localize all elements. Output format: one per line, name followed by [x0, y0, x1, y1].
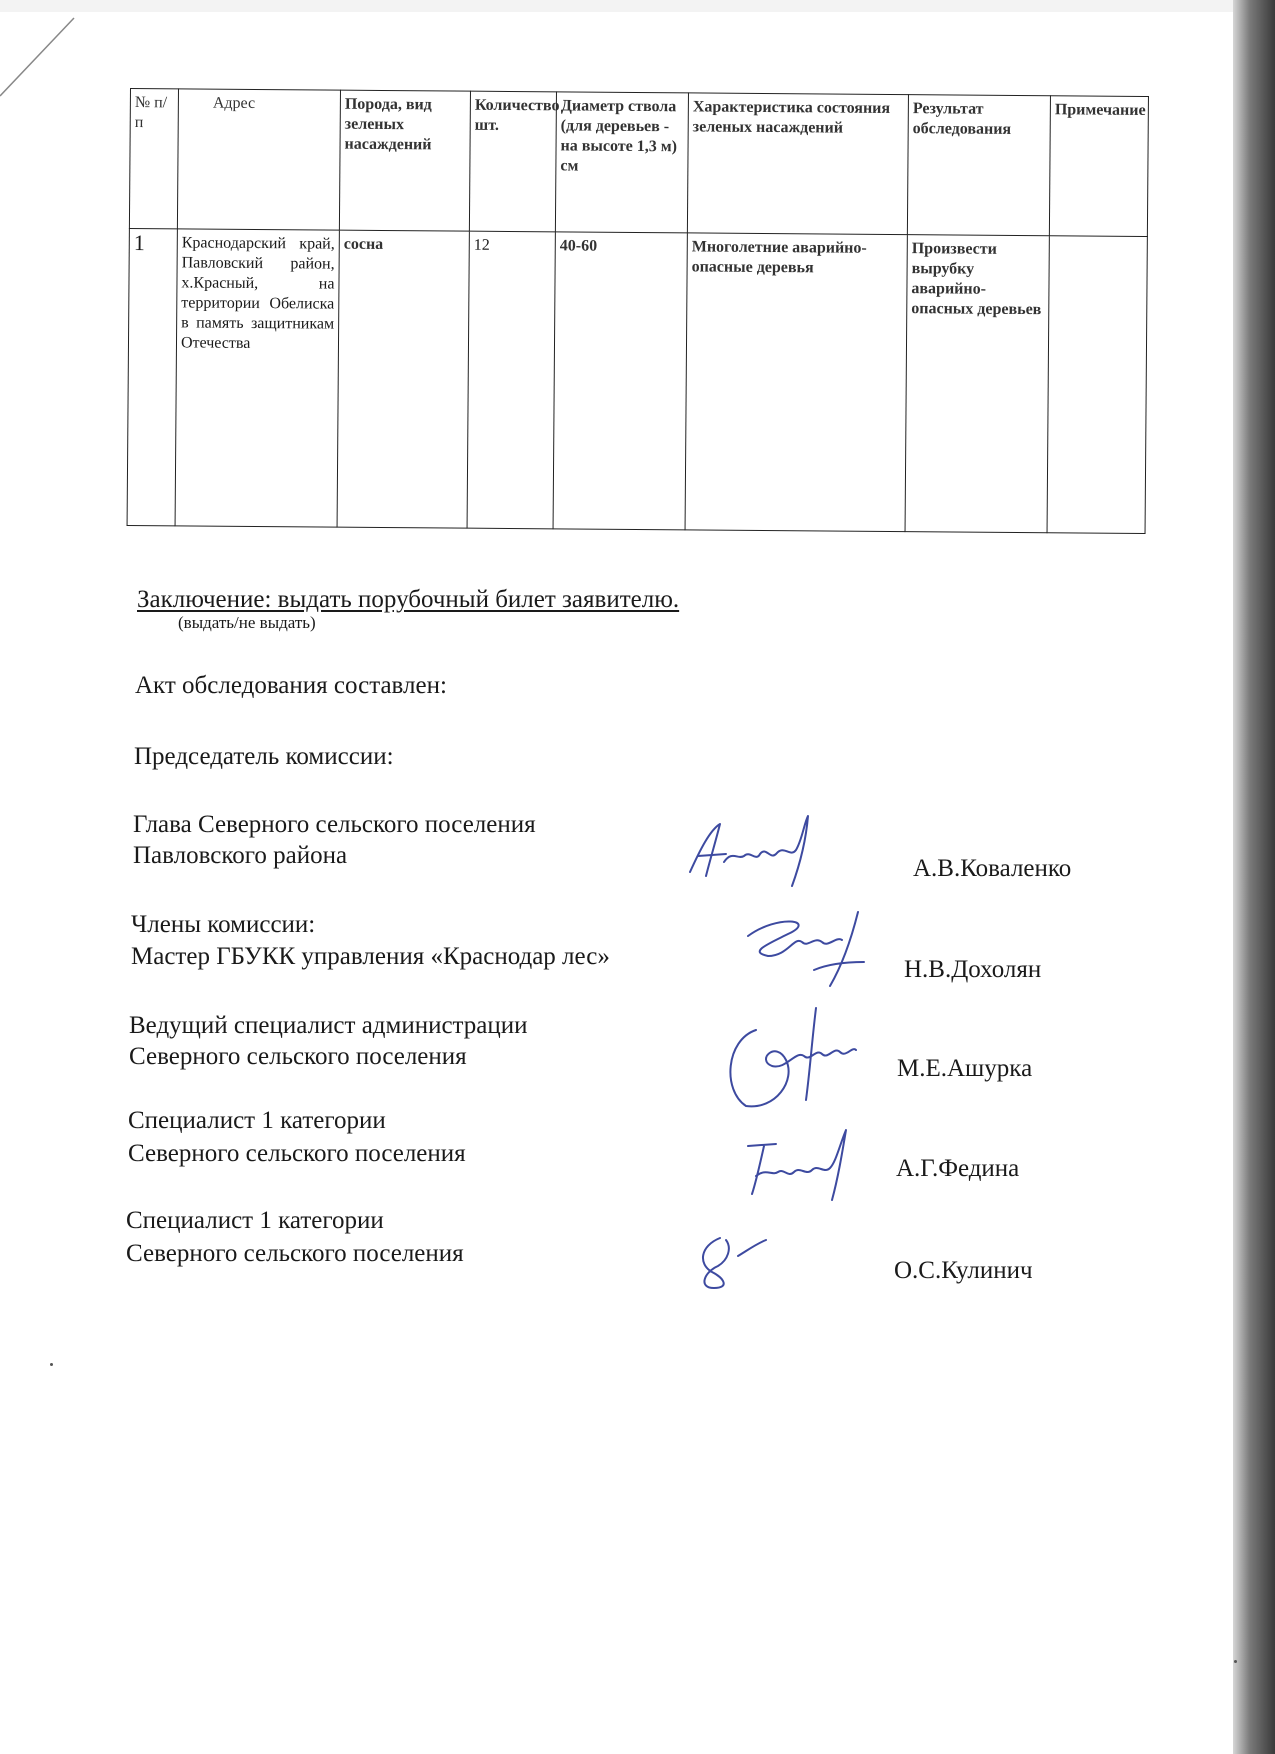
cell-note: [1047, 236, 1147, 534]
scan-speck: [1234, 1660, 1237, 1663]
header-count: Количество шт.: [469, 91, 556, 232]
header-num: № п/п: [129, 89, 178, 229]
signatory-5-position-line1: Специалист 1 категории: [126, 1207, 384, 1234]
header-address: Адрес: [177, 89, 340, 230]
signatory-3-position-line1: Ведущий специалист администрации: [129, 1012, 528, 1039]
cell-num: 1: [127, 228, 177, 525]
signatory-5-name: О.С.Кулинич: [894, 1257, 1033, 1284]
table-header-row: [129, 89, 1148, 237]
header-note: Примечание: [1049, 96, 1148, 237]
cell-diameter: 40-60: [553, 232, 687, 530]
signatory-3-position-line2: Северного сельского поселения: [129, 1043, 467, 1070]
cell-condition: Многолетние аварийно-опасные деревья: [685, 233, 907, 532]
header-condition: Характеристика состояния зеленых насаждений: [687, 93, 908, 235]
signature-3: [716, 1000, 886, 1116]
scan-top-edge: [0, 0, 1275, 12]
signatory-4-position-line1: Специалист 1 категории: [128, 1107, 386, 1134]
signatory-3-name: М.Е.Ашурка: [897, 1055, 1033, 1082]
signatory-1-position-line1: Глава Северного сельского поселения: [133, 811, 536, 838]
survey-table: [127, 88, 1149, 534]
scan-speck: [50, 1363, 53, 1366]
signatory-5-position-line2: Северного сельского поселения: [126, 1240, 464, 1267]
cell-result: Произвести вырубку аварийно-опасных деревьев: [905, 235, 1049, 533]
signatory-4-position-line2: Северного сельского поселения: [128, 1140, 466, 1167]
signature-4: [742, 1124, 862, 1204]
cell-count: 12: [467, 231, 555, 529]
signature-5: [690, 1232, 770, 1292]
scan-right-edge: [1233, 0, 1275, 1754]
signatory-2-position-line1: Мастер ГБУКК управления «Краснодар лес»: [131, 943, 610, 970]
signatory-2-name: Н.В.Дохолян: [904, 956, 1042, 983]
signatory-4-name: А.Г.Федина: [896, 1155, 1020, 1182]
conclusion-hint: (выдать/не выдать): [178, 613, 316, 632]
header-diameter: Диаметр ствола (для деревьев - на высоте 1,3 м) см: [555, 92, 688, 233]
conclusion-text: Заключение: выдать порубочный билет заявителю.: [137, 586, 680, 613]
signature-1: [680, 810, 830, 890]
signature-2: [718, 906, 888, 992]
header-species: Порода, вид зеленых насаждений: [339, 90, 470, 231]
act-compiled-label: Акт обследования составлен:: [135, 672, 447, 699]
header-result: Результат обследования: [907, 95, 1050, 236]
signatory-1-position-line2: Павловского района: [133, 842, 348, 869]
table-row: [127, 228, 1147, 533]
signatory-1-name: А.В.Коваленко: [913, 855, 1072, 882]
chairman-label: Председатель комиссии:: [134, 743, 394, 770]
cell-species: сосна: [337, 230, 469, 528]
cell-address: Краснодарский край, Павловский район, х.Красный, на территории Обелиска в память защитникам Отечества: [175, 229, 339, 527]
members-label: Члены комиссии:: [131, 911, 316, 938]
page-fold-mark: [0, 10, 80, 100]
